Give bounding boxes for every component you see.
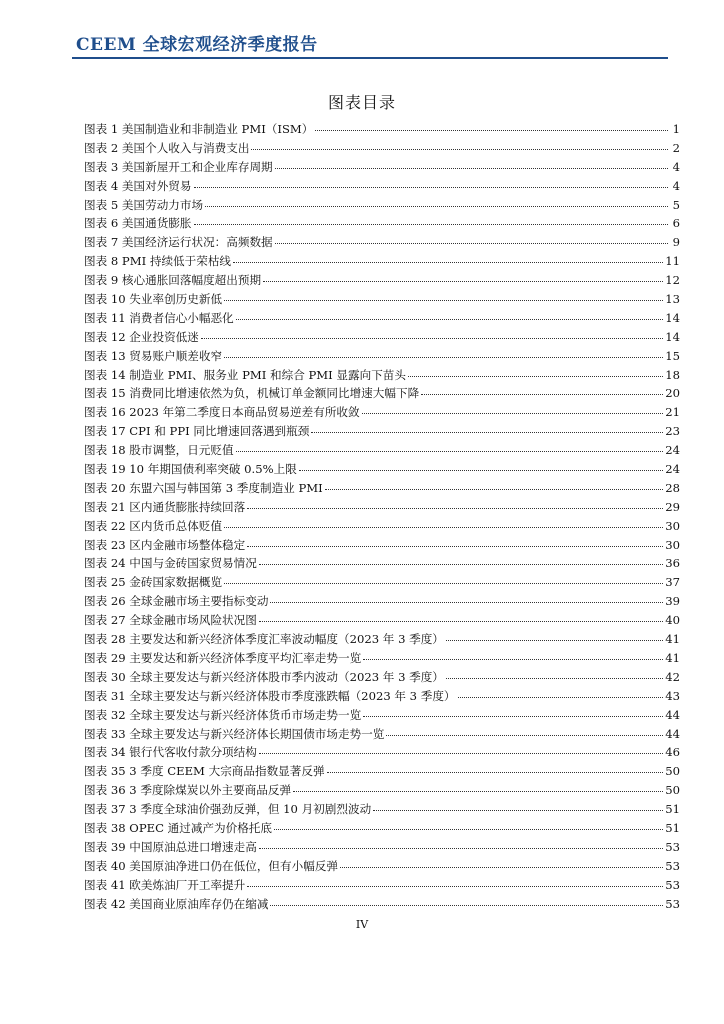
toc-entry-label: 图表 14 制造业 PMI、服务业 PMI 和综合 PMI 显露向下苗头	[84, 367, 406, 382]
toc-entry-page: 1	[672, 122, 680, 136]
toc-entry-label: 图表 31 全球主要发达与新兴经济体股市季度涨跌幅（2023 年 3 季度）	[84, 688, 456, 703]
toc-entry-label: 图表 33 全球主要发达与新兴经济体长期国债市场走势一览	[84, 726, 385, 741]
toc-dot-leader	[236, 309, 664, 320]
toc-entry[interactable]	[84, 895, 680, 914]
toc-entry-label: 图表 21 区内通货膨胀持续回落	[84, 499, 246, 514]
toc-dot-leader	[236, 441, 664, 452]
toc-entry-page: 46	[665, 745, 680, 760]
toc-dot-leader	[201, 328, 663, 339]
report-header-title: CEEM 全球宏观经济季度报告	[76, 35, 318, 55]
toc-entry-page: 24	[665, 462, 680, 477]
toc-entry[interactable]	[84, 762, 680, 781]
toc-entry-page: 37	[665, 575, 680, 590]
toc-dot-leader	[421, 384, 663, 395]
toc-entry-page: 14	[665, 329, 680, 344]
toc-dot-leader	[408, 366, 663, 377]
toc-dot-leader	[327, 762, 664, 773]
toc-entry-label: 图表 13 贸易账户顺差收窄	[84, 348, 223, 363]
toc-dot-leader	[259, 611, 663, 622]
toc-title: 图表目录	[327, 93, 396, 112]
toc-entry-label: 图表 22 区内货币总体贬值	[84, 518, 223, 533]
toc-entry[interactable]	[84, 384, 680, 403]
toc-dot-leader	[373, 800, 663, 811]
toc-dot-leader	[233, 252, 663, 263]
toc-entry-page: 5	[672, 197, 680, 212]
toc-entry-label: 图表 20 东盟六国与韩国第 3 季度制造业 PMI	[84, 480, 323, 495]
toc-dot-leader	[458, 687, 664, 698]
toc-entry-page: 2	[672, 140, 680, 155]
toc-entry[interactable]	[84, 328, 680, 347]
toc-entry[interactable]	[84, 781, 680, 800]
toc-dot-leader	[251, 139, 668, 150]
toc-dot-leader	[259, 743, 663, 754]
toc-entry-page: 30	[665, 518, 680, 533]
toc-entry-page: 53	[665, 839, 680, 854]
toc-dot-leader	[362, 403, 664, 414]
toc-entry-page: 6	[672, 216, 680, 231]
toc-dot-leader	[275, 158, 668, 169]
toc-entry-label: 图表 25 金砖国家数据概览	[84, 575, 223, 590]
toc-dot-leader	[263, 271, 663, 282]
toc-entry[interactable]	[84, 120, 680, 139]
toc-dot-leader	[247, 536, 663, 547]
toc-entry[interactable]	[84, 252, 680, 271]
toc-dot-leader	[363, 706, 663, 717]
toc-dot-leader	[446, 668, 663, 679]
toc-entry-page: 53	[665, 896, 680, 911]
toc-entry[interactable]	[84, 517, 680, 536]
toc-entry[interactable]	[84, 271, 680, 290]
toc-entry[interactable]	[84, 725, 680, 744]
toc-entry[interactable]	[84, 611, 680, 630]
toc-entry[interactable]	[84, 630, 680, 649]
toc-entry[interactable]	[84, 573, 680, 592]
toc-entry-page: 39	[665, 594, 680, 609]
toc-dot-leader	[194, 177, 669, 188]
toc-dot-leader	[224, 290, 663, 301]
toc-dot-leader	[270, 895, 663, 906]
toc-entry-page: 36	[665, 556, 680, 571]
toc-entry-page: 23	[665, 424, 680, 439]
toc-entry-page: 29	[665, 499, 680, 514]
toc-entry-page: 12	[665, 273, 680, 288]
toc-dot-leader	[340, 857, 663, 868]
toc-entry-label: 图表 2 美国个人收入与消费支出	[84, 140, 250, 155]
toc-entry[interactable]	[84, 479, 680, 498]
toc-entry-label: 图表 10 失业率创历史新低	[84, 292, 223, 307]
toc-entry-label: 图表 38 OPEC 通过减产为价格托底	[84, 820, 272, 835]
toc-entry-label: 图表 18 股市调整，日元贬值	[84, 443, 234, 458]
toc-entry-label: 图表 16 2023 年第二季度日本商品贸易逆差有所收敛	[84, 405, 360, 420]
toc-entry[interactable]	[84, 366, 680, 385]
toc-dot-leader	[363, 649, 663, 660]
toc-dot-leader	[293, 781, 663, 792]
toc-entry-label: 图表 9 核心通胀回落幅度超出预期	[84, 273, 262, 288]
toc-dot-leader	[247, 876, 663, 887]
toc-entry-page: 4	[672, 159, 680, 174]
toc-entry-page: 41	[665, 632, 680, 647]
toc-entry-label: 图表 29 主要发达和新兴经济体季度平均汇率走势一览	[84, 650, 362, 665]
toc-entry-page: 44	[665, 726, 680, 741]
toc-entry-label: 图表 27 全球金融市场风险状况图	[84, 613, 257, 628]
toc-dot-leader	[224, 517, 663, 528]
toc-entry-label: 图表 8 PMI 持续低于荣枯线	[84, 254, 232, 269]
toc-entry-label: 图表 42 美国商业原油库存仍在缩减	[84, 896, 269, 911]
header-divider	[72, 57, 668, 59]
toc-entry-page: 24	[665, 443, 680, 458]
toc-entry[interactable]	[84, 309, 680, 328]
toc-entry-page: 30	[665, 537, 680, 552]
toc-entry[interactable]	[84, 838, 680, 857]
toc-entry-label: 图表 41 欧美炼油厂开工率提升	[84, 877, 246, 892]
toc-entry-label: 图表 24 中国与金砖国家贸易情况	[84, 556, 257, 571]
toc-entry-page: 40	[665, 613, 680, 628]
toc-list	[84, 120, 680, 913]
toc-entry-page: 18	[665, 367, 680, 382]
toc-entry-label: 图表 11 消费者信心小幅恶化	[84, 310, 234, 325]
toc-entry[interactable]	[84, 649, 680, 668]
toc-entry-page: 20	[665, 386, 680, 401]
toc-entry[interactable]	[84, 706, 680, 725]
toc-entry[interactable]	[84, 460, 680, 479]
toc-entry-label: 图表 1 美国制造业和非制造业 PMI（ISM）	[84, 122, 314, 136]
toc-dot-leader	[224, 347, 663, 358]
toc-entry-page: 43	[665, 688, 680, 703]
toc-dot-leader	[205, 196, 668, 207]
toc-entry[interactable]	[84, 876, 680, 895]
toc-entry[interactable]	[84, 422, 680, 441]
toc-entry-label: 图表 3 美国新屋开工和企业库存周期	[84, 159, 273, 174]
toc-entry-page: 21	[665, 405, 680, 420]
toc-entry[interactable]	[84, 819, 680, 838]
toc-dot-leader	[311, 422, 663, 433]
toc-entry-page: 50	[665, 783, 680, 798]
toc-entry-label: 图表 19 10 年期国债利率突破 0.5%上限	[84, 462, 297, 477]
toc-dot-leader	[247, 498, 663, 509]
toc-entry-label: 图表 17 CPI 和 PPI 同比增速回落遇到瓶颈	[84, 424, 310, 439]
toc-entry-label: 图表 34 银行代客收付款分项结构	[84, 745, 257, 760]
toc-entry-page: 11	[665, 254, 680, 269]
toc-entry-page: 50	[665, 764, 680, 779]
toc-entry-label: 图表 26 全球金融市场主要指标变动	[84, 594, 269, 609]
toc-entry-page: 15	[665, 348, 680, 363]
toc-entry-page: 41	[665, 650, 680, 665]
toc-dot-leader	[299, 460, 663, 471]
toc-entry-label: 图表 28 主要发达和新兴经济体季度汇率波动幅度（2023 年 3 季度）	[84, 632, 444, 647]
toc-entry-page: 44	[665, 707, 680, 722]
toc-entry-page: 14	[665, 310, 680, 325]
toc-entry[interactable]	[84, 158, 680, 177]
toc-dot-leader	[194, 214, 669, 225]
toc-entry-label: 图表 40 美国原油净进口仍在低位，但有小幅反弹	[84, 858, 338, 873]
toc-entry[interactable]	[84, 196, 680, 215]
toc-dot-leader	[259, 554, 663, 565]
toc-entry-label: 图表 5 美国劳动力市场	[84, 197, 204, 212]
toc-entry[interactable]	[84, 233, 680, 252]
toc-entry[interactable]	[84, 857, 680, 876]
toc-entry[interactable]	[84, 177, 680, 196]
toc-dot-leader	[274, 819, 663, 830]
toc-dot-leader	[270, 592, 663, 603]
toc-entry-label: 图表 30 全球主要发达与新兴经济体股市季内波动（2023 年 3 季度）	[84, 669, 444, 684]
toc-entry-label: 图表 36 3 季度除煤炭以外主要商品反弹	[84, 783, 292, 798]
toc-entry-page: 53	[665, 858, 680, 873]
toc-entry[interactable]	[84, 687, 680, 706]
toc-entry-label: 图表 15 消费同比增速依然为负，机械订单金额同比增速大幅下降	[84, 386, 420, 401]
toc-entry[interactable]	[84, 800, 680, 819]
toc-entry-page: 28	[665, 480, 680, 495]
toc-dot-leader	[386, 725, 663, 736]
toc-entry[interactable]	[84, 554, 680, 573]
toc-entry[interactable]	[84, 743, 680, 762]
toc-entry-label: 图表 6 美国通货膨胀	[84, 216, 192, 231]
toc-entry-page: 53	[665, 877, 680, 892]
toc-entry-label: 图表 12 企业投资低迷	[84, 329, 199, 344]
toc-dot-leader	[325, 479, 664, 490]
toc-entry-label: 图表 37 3 季度全球油价强劲反弹，但 10 月初剧烈波动	[84, 802, 372, 817]
toc-dot-leader	[224, 573, 663, 584]
toc-entry[interactable]	[84, 403, 680, 422]
toc-entry-page: 42	[665, 669, 680, 684]
toc-entry[interactable]	[84, 290, 680, 309]
toc-entry[interactable]	[84, 139, 680, 158]
toc-entry-label: 图表 39 中国原油总进口增速走高	[84, 839, 257, 854]
toc-entry-page: 51	[665, 820, 680, 835]
toc-entry[interactable]	[84, 214, 680, 233]
toc-entry-label: 图表 32 全球主要发达与新兴经济体货币市场走势一览	[84, 707, 362, 722]
toc-entry[interactable]	[84, 536, 680, 555]
toc-entry[interactable]	[84, 668, 680, 687]
toc-dot-leader	[315, 120, 668, 131]
toc-entry-page: 4	[672, 178, 680, 193]
toc-entry[interactable]	[84, 347, 680, 366]
toc-entry-label: 图表 35 3 季度 CEEM 大宗商品指数显著反弹	[84, 764, 325, 779]
toc-entry[interactable]	[84, 592, 680, 611]
page-number: IV	[355, 918, 369, 931]
toc-dot-leader	[259, 838, 663, 849]
toc-entry-label: 图表 23 区内金融市场整体稳定	[84, 537, 246, 552]
toc-entry-page: 9	[672, 235, 680, 250]
toc-entry-label: 图表 7 美国经济运行状况：高频数据	[84, 235, 273, 250]
toc-entry-page: 13	[665, 292, 680, 307]
toc-entry-label: 图表 4 美国对外贸易	[84, 178, 192, 193]
toc-entry-page: 51	[665, 802, 680, 817]
toc-dot-leader	[446, 630, 663, 641]
toc-entry[interactable]	[84, 441, 680, 460]
toc-dot-leader	[275, 233, 668, 244]
toc-entry[interactable]	[84, 498, 680, 517]
